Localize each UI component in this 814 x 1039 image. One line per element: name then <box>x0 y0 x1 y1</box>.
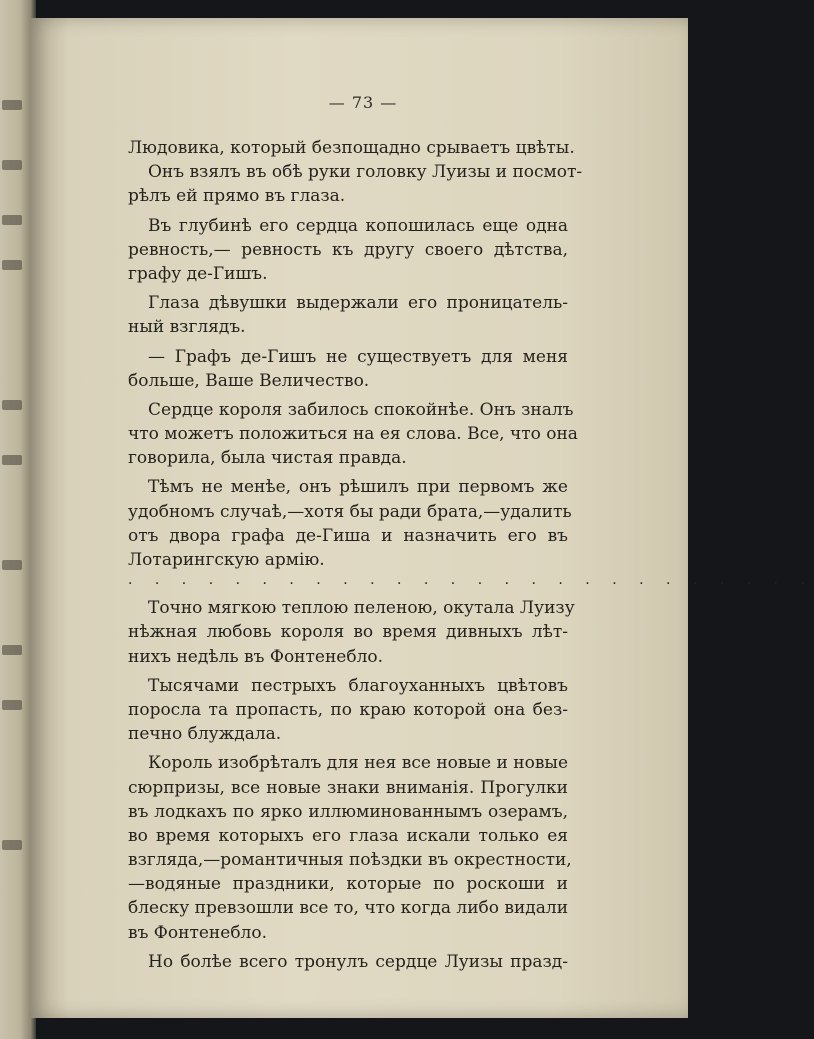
text-line: печно блуждала. <box>128 724 282 745</box>
text-line: Тѣмъ не менѣе, онъ рѣшилъ при первомъ же <box>148 477 568 498</box>
facing-page-text-fragment <box>2 455 22 465</box>
page-body <box>128 136 814 974</box>
facing-page-text-fragment <box>2 840 22 850</box>
text-line: рѣлъ ей прямо въ глаза. <box>128 186 346 207</box>
facing-page-text-fragment <box>2 160 22 170</box>
text-line: говорила, была чистая правда. <box>128 448 407 469</box>
text-line: во время которыхъ его глаза искали только ея <box>128 825 568 846</box>
text-line: сюрпризы, все новые знаки вниманія. Прогулки <box>128 777 568 798</box>
text-line: поросла та пропасть, по краю которой она без- <box>128 699 568 720</box>
facing-page-text-fragment <box>2 260 22 270</box>
facing-page-text-fragment <box>2 700 22 710</box>
text-line: графу де-Гишъ. <box>128 263 268 284</box>
section-separator: · · · · · · · · · · · · · · · · · · · · · · · · · · <box>128 576 814 593</box>
text-line: блеску превзошли все то, что когда либо видали <box>128 898 569 919</box>
text-line: ревность,— ревность къ другу своего дѣтства, <box>128 239 568 260</box>
facing-page-text-fragment <box>2 100 22 110</box>
text-line: Людовика, который безпощадно срываетъ цвѣты. <box>128 138 575 158</box>
text-line: удобномъ случаѣ,—хотя бы ради брата,—удалить <box>128 501 572 522</box>
text-line: взгляда,—романтичныя поѣздки въ окрестности, <box>128 850 572 871</box>
text-line: въ Фонтенебло. <box>128 922 267 943</box>
text-line: Тысячами пестрыхъ благоуханныхъ цвѣтовъ <box>148 675 568 696</box>
text-line: Король изобрѣталъ для нея все новые и новые <box>148 753 568 774</box>
text-line: Въ глубинѣ его сердца копошилась еще одна <box>148 215 568 236</box>
text-line: ный взглядъ. <box>128 317 246 338</box>
text-line: Сердце короля забилось спокойнѣе. Онъ зналъ <box>148 399 574 420</box>
text-line: отъ двора графа де-Гиша и назначить его въ <box>128 525 568 546</box>
facing-page-text-fragment <box>2 645 22 655</box>
text-line: больше, Ваше Величество. <box>128 370 370 391</box>
text-line: Глаза дѣвушки выдержали его проницатель- <box>148 293 568 314</box>
text-line: нихъ недѣль въ Фонтенебло. <box>128 646 384 667</box>
text-line: Но болѣе всего тронулъ сердце Луизы празд- <box>148 951 568 972</box>
text-line: —водяные праздники, которые по роскоши и <box>128 874 568 895</box>
page-number: — 73 — <box>328 93 398 112</box>
text-line: что можетъ положиться на ея слова. Все, что она <box>128 424 578 445</box>
text-line: Точно мягкою теплою пеленою, окутала Луизу <box>148 598 575 619</box>
facing-page-text-fragment <box>2 560 22 570</box>
facing-page-text-fragment <box>2 215 22 225</box>
book-page <box>30 18 814 1018</box>
text-line: Онъ взялъ въ обѣ руки головку Луизы и посмот- <box>148 162 583 183</box>
text-line: Лотарингскую армію. <box>128 550 325 570</box>
text-line: въ лодкахъ по ярко иллюминованнымъ озерамъ, <box>128 801 568 822</box>
text-line: — Графъ де-Гишъ не существуетъ для меня <box>148 346 568 367</box>
facing-page-text-fragment <box>2 400 22 410</box>
text-line: нѣжная любовь короля во время дивныхъ лѣт- <box>128 622 568 643</box>
